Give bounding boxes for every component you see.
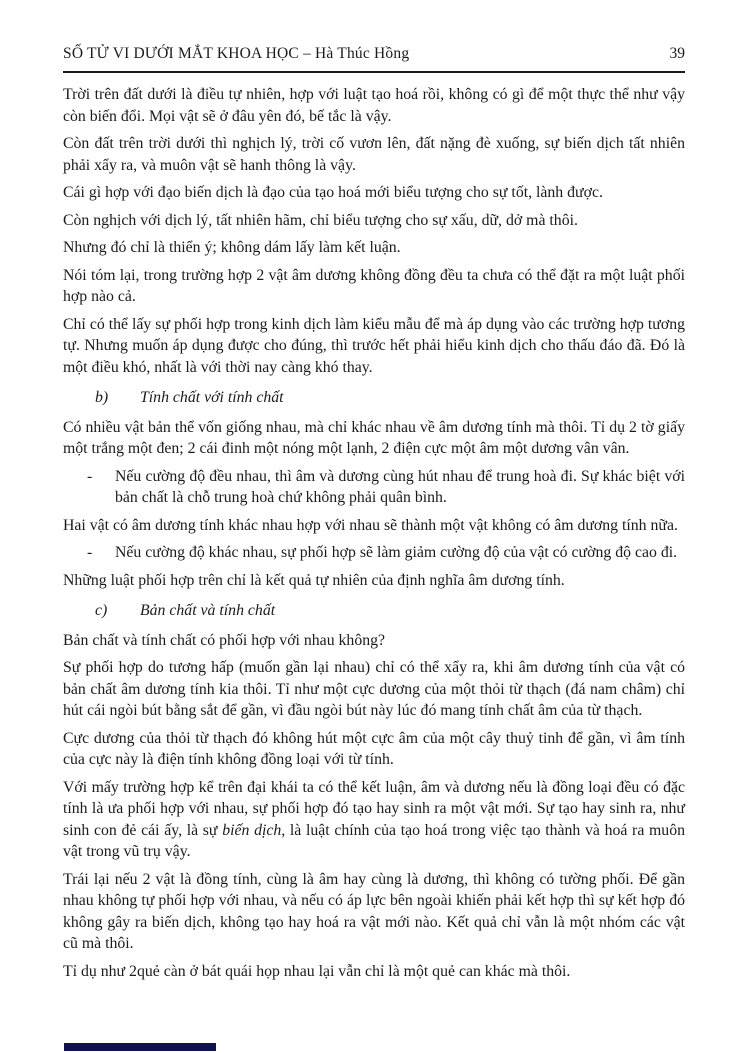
paragraph: Sự phối hợp do tương hấp (muốn gần lại nhau) chỉ có thể xẩy ra, khi âm dương tính của vật có bản chất âm dương tính kia thôi. Tỉ như một cực dương của một thỏi từ thạch (đá nam châm) chỉ hút cái ngòi bút bằng sắt để gần, vì đầu ngòi bút này lúc đó mang tính chất âm của từ thạch.: [63, 659, 685, 719]
paragraph: Bản chất và tính chất có phối hợp với nhau không?: [63, 631, 386, 649]
section-heading-title: Tính chất với tính chất: [140, 389, 284, 406]
paragraph: Nói tóm lại, trong trường hợp 2 vật âm dương không đồng đều ta chưa có thể đặt ra một luật phối hợp nào cả.: [63, 266, 685, 305]
italic-term: biến dịch: [222, 821, 282, 839]
list-item: [63, 466, 685, 509]
section-heading-title: Bản chất và tính chất: [140, 602, 276, 619]
list-item: [63, 542, 685, 564]
paragraph: Trời trên đất dưới là điều tự nhiên, hợp với luật tạo hoá rồi, không có gì để một thực thể như vậy còn biến đổi. Mọi vật sẽ ở đâu yên đó, bế tắc là vậy.: [63, 86, 685, 125]
paragraph: Cái gì hợp với đạo biến dịch là đạo của tạo hoá mới biểu tượng cho sự tốt, lành được.: [63, 184, 603, 201]
body-text: [63, 84, 685, 982]
paragraph-text: Với mấy trường hợp kể trên đại khái ta có thể kết luận, âm và dương nếu là đồng loại đều có đặc tính là ưa phối hợp với nhau, sự phối hợp đó tạo hay sinh ra một vật mới. Sự tạo hay sinh ra, như sinh con đẻ cái ấy, là sự: [63, 778, 685, 839]
section-heading-b: [63, 387, 685, 409]
paragraph: Còn đất trên trời dưới thì nghịch lý, trời cố vươn lên, đất nặng đè xuống, sự biến dịch tất nhiên phải xẩy ra, và muôn vật sẽ hanh thông là vậy.: [63, 135, 685, 174]
paragraph: Trái lại nếu 2 vật là đồng tính, cùng là âm hay cùng là dương, thì không có tường phối. Để gần nhau không tự phối hợp với nhau, và nếu có áp lực bên ngoài khiến phải kết hợp thì sự kết hợp đó không gây ra biến dịch, không tạo hay hoá ra vật mới nào. Kết quả chỉ vẫn là một nhóm các vật cũ mà thôi.: [63, 870, 685, 952]
running-head-title: SỐ TỬ VI DƯỚI MẮT KHOA HỌC – Hà Thúc Hồng: [63, 45, 410, 62]
window-artifact-bar: [64, 1043, 216, 1051]
paragraph: Hai vật có âm dương tính khác nhau hợp với nhau sẽ thành một vật không có âm dương tính nữa.: [63, 516, 678, 534]
page-number: 39: [669, 45, 685, 62]
paragraph: Có nhiều vật bản thể vốn giống nhau, mà chỉ khác nhau về âm dương tính mà thôi. Tỉ dụ 2 tờ giấy một trắng một đen; 2 cái đinh một nóng một lạnh, 2 điện cực một âm một dương vân vân.: [63, 418, 685, 457]
section-heading-c: [63, 600, 685, 622]
section-heading-label: c): [95, 602, 108, 619]
list-item-text: Nếu cường độ khác nhau, sự phối hợp sẽ làm giảm cường độ của vật có cường độ cao đi.: [115, 544, 678, 561]
bullet-dash: -: [87, 467, 93, 485]
paragraph-text: , là luật chính của tạo hoá trong việc tạo thành và hoá ra muôn vật trong vũ trụ vậy.: [63, 821, 685, 860]
paragraph: Những luật phối hợp trên chỉ là kết quả tự nhiên của định nghĩa âm dương tính.: [63, 571, 565, 589]
page-content: [63, 44, 685, 988]
section-heading-label: b): [95, 389, 109, 406]
paragraph: Nhưng đó chỉ là thiển ý; không dám lấy làm kết luận.: [63, 239, 401, 256]
paragraph: Tỉ dụ như 2quẻ càn ở bát quái họp nhau lại vẫn chỉ là một quẻ can khác mà thôi.: [63, 962, 571, 980]
paragraph: Còn nghịch với dịch lý, tất nhiên hãm, chỉ biểu tượng cho sự xấu, dữ, dở mà thôi.: [63, 211, 578, 229]
paragraph: Cực dương của thỏi từ thạch đó không hút một cực âm của một cây thuỷ tinh để gần, vì âm tính của cực này là điện tính không đồng loại với từ tính.: [63, 729, 685, 768]
list-item-text: Nếu cường độ đều nhau, thì âm và dương cùng hút nhau để trung hoà đi. Sự khác biệt với bản chất là chỗ trung hoà chứ không phải quân bình.: [115, 467, 685, 506]
page-header: [63, 44, 685, 73]
paragraph: Chỉ có thể lấy sự phối hợp trong kinh dịch làm kiểu mẫu để mà áp dụng vào các trường hợp tương tự. Nhưng muốn áp dụng được cho đúng, thì trước hết phải hiểu kinh dịch cho thấu đáo đã. Đó là một điều khó, nhất là với thời nay càng khó thay.: [63, 315, 685, 376]
paragraph: [63, 777, 685, 863]
bullet-dash: -: [87, 544, 93, 561]
